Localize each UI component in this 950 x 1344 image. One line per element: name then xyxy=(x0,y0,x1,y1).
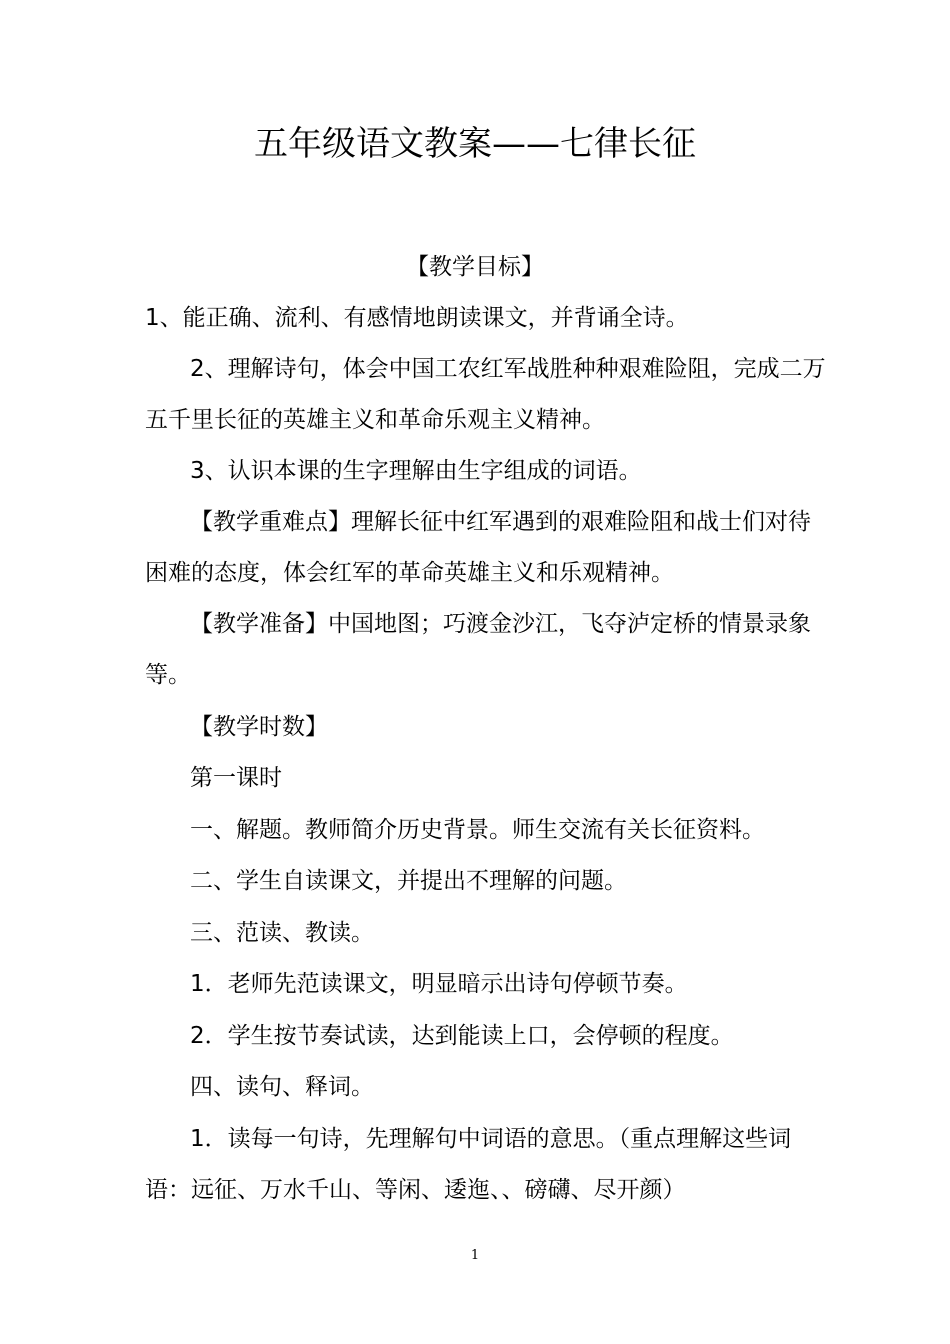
objective-2-line-2: 五千里长征的英雄主义和革命乐观主义精神。 xyxy=(145,407,605,433)
key-points-line-2: 困难的态度，体会红军的革命英雄主义和乐观精神。 xyxy=(145,560,674,586)
step-4-1-line-1: 1．读每一句诗，先理解句中词语的意思。（重点理解这些词 xyxy=(190,1126,792,1152)
page-number: 1 xyxy=(470,1248,480,1263)
objective-3: 3、认识本课的生字理解由生字组成的词语。 xyxy=(190,458,642,484)
lesson-heading: 第一课时 xyxy=(190,765,282,791)
step-2: 二、学生自读课文，并提出不理解的问题。 xyxy=(190,868,627,894)
step-1: 一、解题。教师简介历史背景。师生交流有关长征资料。 xyxy=(190,817,765,843)
step-4-1-line-2: 语：远征、万水千山、等闲、逶迤、、磅礴、尽开颜） xyxy=(145,1177,686,1203)
step-3-1: 1．老师先范读课文，明显暗示出诗句停顿节奏。 xyxy=(190,971,688,997)
preparation-line-2: 等。 xyxy=(145,662,191,688)
objective-1: 1、能正确、流利、有感情地朗读课文，并背诵全诗。 xyxy=(145,305,689,331)
step-3: 三、范读、教读。 xyxy=(190,920,374,946)
section-heading-hours: 【教学时数】 xyxy=(190,714,328,740)
key-points-line-1: 【教学重难点】理解长征中红军遇到的艰难险阻和战士们对待 xyxy=(190,509,811,535)
step-3-2: 2．学生按节奏试读，达到能读上口，会停顿的程度。 xyxy=(190,1023,734,1049)
step-4: 四、读句、释词。 xyxy=(190,1074,374,1100)
objective-2-line-1: 2、理解诗句，体会中国工农红军战胜种种艰难险阻，完成二万 xyxy=(190,356,826,382)
preparation-line-1: 【教学准备】中国地图；巧渡金沙江，飞夺泸定桥的情景录象 xyxy=(190,611,811,637)
section-heading-objectives: 【教学目标】 xyxy=(406,254,544,280)
document-title: 五年级语文教案——七律长征 xyxy=(254,124,696,164)
